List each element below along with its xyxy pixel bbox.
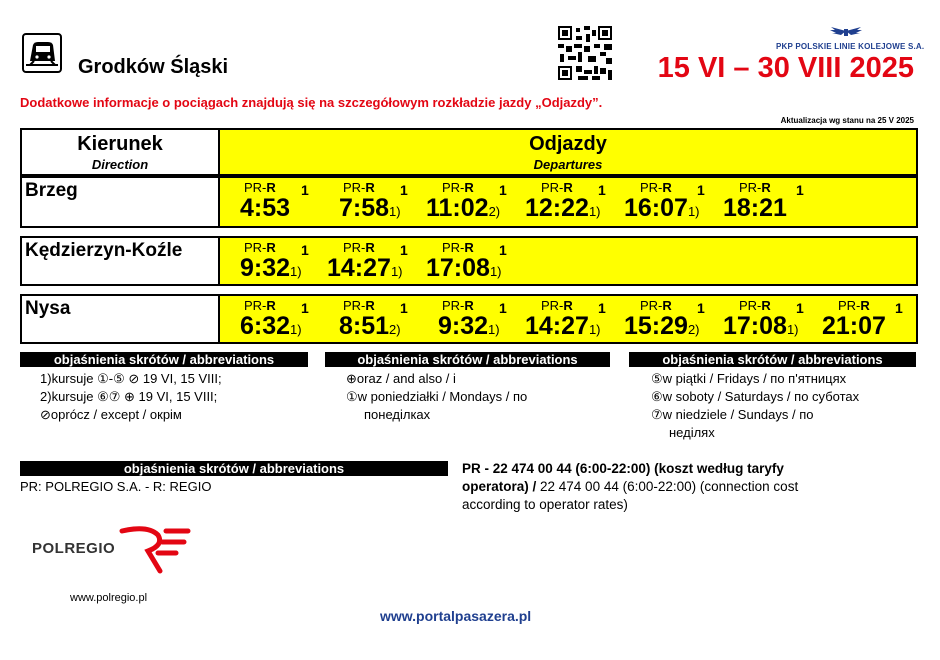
departure-time: 14:271) [327, 254, 403, 282]
table-row-kedzierzyn-kozle [20, 236, 220, 286]
train-category: PR-R [739, 180, 771, 195]
abbreviations-title: objaśnienia skrótów / abbreviations [629, 352, 916, 367]
platform-number: 1 [598, 182, 606, 198]
departure-item [418, 178, 514, 226]
platform-number: 1 [400, 300, 408, 316]
departures-cell-brzeg [220, 176, 918, 228]
departure-item [715, 178, 811, 226]
update-note: Aktualizacja wg stanu na 25 V 2025 [780, 116, 914, 125]
departure-item [517, 178, 613, 226]
departure-time: 15:292) [624, 312, 700, 340]
abbreviation-item: 2)kursuje ⑥⑦ ⊕ 19 VI, 15 VIII; [40, 389, 218, 404]
operator-legend: PR: POLREGIO S.A. - R: REGIO [20, 479, 212, 494]
abbreviation-item: ⑥w soboty / Saturdays / по суботах [651, 389, 860, 404]
departure-item [220, 238, 316, 286]
abbreviations-list-3 [651, 370, 859, 442]
train-category: PR-R [244, 298, 276, 313]
table-row-brzeg [20, 176, 220, 228]
abbreviations-list-1 [40, 370, 222, 424]
pkp-logo-text: PKP POLSKIE LINIE KOLEJOWE S.A. [776, 42, 925, 51]
pkp-logo [776, 24, 925, 51]
qr-code-icon[interactable] [558, 26, 612, 80]
abbreviation-item: ⑦w niedziele / Sundays / по [651, 407, 814, 422]
platform-number: 1 [796, 300, 804, 316]
polregio-website-link[interactable]: www.polregio.pl [70, 592, 148, 604]
departure-item [616, 178, 712, 226]
departures-cell-nysa [220, 294, 918, 344]
departure-item [517, 296, 613, 344]
train-category: PR-R [838, 298, 870, 313]
destination-name: Brzeg [25, 180, 78, 201]
train-category: PR-R [343, 298, 375, 313]
departure-time: 4:53 [240, 194, 291, 222]
table-row-nysa [20, 294, 220, 344]
train-category: PR-R [343, 240, 375, 255]
train-category: PR-R [640, 180, 672, 195]
departures-label-en: Departures [533, 157, 603, 172]
abbreviation-item: неділях [669, 425, 715, 440]
platform-number: 1 [400, 242, 408, 258]
departure-time: 17:081) [723, 312, 799, 340]
train-icon [22, 33, 62, 73]
departure-time: 6:321) [240, 312, 302, 340]
destination-name: Nysa [25, 298, 71, 319]
abbreviations-title: objaśnienia skrótów / abbreviations [20, 352, 308, 367]
departure-time: 18:21 [723, 194, 787, 222]
departure-time: 9:321) [438, 312, 500, 340]
departures-label: Odjazdy [529, 133, 607, 155]
departure-item [319, 238, 415, 286]
departure-time: 16:071) [624, 194, 700, 222]
departure-item [418, 238, 514, 286]
platform-number: 1 [697, 300, 705, 316]
abbreviation-item: ⊕oraz / and also / і [346, 371, 456, 386]
portal-website-link[interactable]: www.portalpasazera.pl [380, 608, 532, 624]
departure-time: 8:512) [339, 312, 401, 340]
direction-label-en: Direction [91, 157, 149, 172]
departure-time: 21:07 [822, 312, 886, 340]
abbreviation-item: ⑤w piątki / Fridays / по п'ятницях [651, 371, 847, 386]
departure-item [220, 296, 316, 344]
abbreviations-title: objaśnienia skrótów / abbreviations [325, 352, 610, 367]
contact-line-1: PR - 22 474 00 44 (6:00-22:00) (koszt według taryfy [462, 461, 784, 476]
train-category: PR-R [739, 298, 771, 313]
platform-number: 1 [301, 242, 309, 258]
direction-label: Kierunek [77, 133, 163, 155]
polregio-logo-text: POLREGIO [32, 540, 116, 557]
departure-item [319, 178, 415, 226]
train-category: PR-R [442, 240, 474, 255]
platform-number: 1 [301, 182, 309, 198]
departure-time: 9:321) [240, 254, 302, 282]
train-category: PR-R [541, 298, 573, 313]
train-category: PR-R [244, 240, 276, 255]
platform-number: 1 [499, 300, 507, 316]
train-category: PR-R [442, 180, 474, 195]
departure-item [418, 296, 514, 344]
train-category: PR-R [343, 180, 375, 195]
departures-header [220, 128, 918, 176]
departure-time: 14:271) [525, 312, 601, 340]
destination-name: Kędzierzyn-Koźle [25, 240, 183, 261]
train-category: PR-R [244, 180, 276, 195]
departure-time: 11:022) [426, 194, 501, 222]
departure-time: 17:081) [426, 254, 502, 282]
abbreviation-item: 1)kursuje ①-⑤ ⊘ 19 VI, 15 VIII; [40, 371, 222, 386]
train-category: PR-R [442, 298, 474, 313]
platform-number: 1 [895, 300, 903, 316]
platform-number: 1 [697, 182, 705, 198]
abbreviation-item: понеділках [364, 407, 431, 422]
contact-line-2: operatora) / 22 474 00 44 (6:00-22:00) (connection cost [462, 479, 799, 494]
departure-item [814, 296, 910, 344]
contact-line-3: according to operator rates) [462, 497, 628, 512]
contact-info [462, 460, 912, 514]
departures-cell-kedzierzyn-kozle [220, 236, 918, 286]
platform-number: 1 [598, 300, 606, 316]
platform-number: 1 [499, 242, 507, 258]
departure-item [319, 296, 415, 344]
departure-item [220, 178, 316, 226]
departure-item [715, 296, 811, 344]
station-name: Grodków Śląski [78, 56, 229, 78]
abbreviation-item: ①w poniedziałki / Mondays / по [346, 389, 528, 404]
validity-period: 15 VI – 30 VIII 2025 [657, 52, 914, 84]
abbreviations-title: objaśnienia skrótów / abbreviations [20, 461, 448, 476]
departure-time: 12:221) [525, 194, 601, 222]
platform-number: 1 [796, 182, 804, 198]
departure-time: 7:581) [339, 194, 401, 222]
train-category: PR-R [541, 180, 573, 195]
abbreviations-list-2 [346, 370, 527, 424]
platform-number: 1 [499, 182, 507, 198]
polregio-logo-icon [118, 525, 192, 575]
platform-number: 1 [301, 300, 309, 316]
platform-number: 1 [400, 182, 408, 198]
abbreviation-item: ⊘oprócz / except / окрім [40, 407, 182, 422]
direction-header [20, 128, 220, 176]
departure-item [616, 296, 712, 344]
train-category: PR-R [640, 298, 672, 313]
info-note: Dodatkowe informacje o pociągach znajdują się na szczegółowym rozkładzie jazdy „Odjazdy”. [20, 95, 603, 110]
pkp-wings-icon [829, 26, 863, 37]
